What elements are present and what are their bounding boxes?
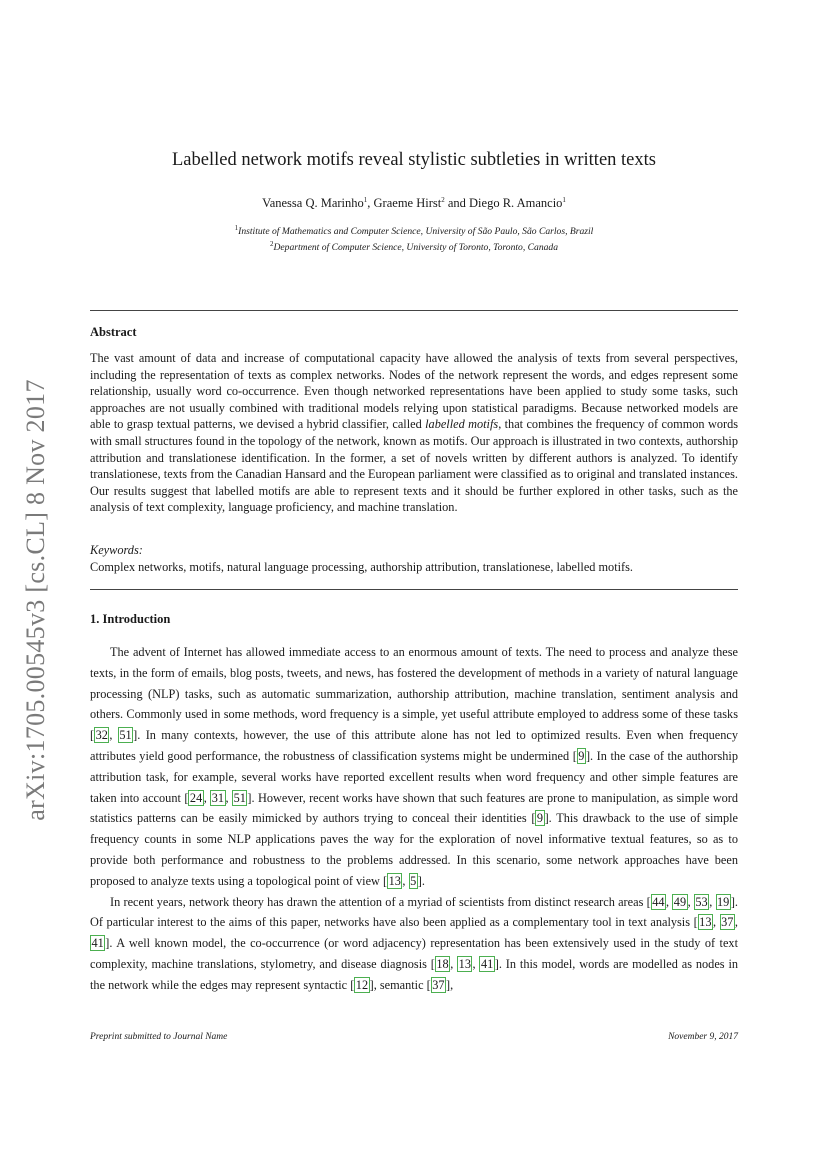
intro-text: ]. A well known model, the co-occurrence (or word adjacency) representation has been extensively used in the study of text complexity, machine translations, stylometry, and disease diagnosis [: [90, 936, 738, 971]
citation-link[interactable]: 13: [458, 956, 471, 971]
citation-link[interactable]: 41: [480, 956, 494, 971]
citation-link[interactable]: 9: [536, 811, 544, 826]
top-rule: [90, 310, 738, 311]
intro-text: ]. Of particular interest to the aims of this paper, networks have also been applied as a complementary tool in text analysis [: [90, 894, 738, 930]
affiliation-mark: 1: [363, 196, 368, 204]
footer-journal: Preprint submitted to Journal Name: [90, 1032, 228, 1042]
author-name: Vanessa Q. Marinho: [262, 196, 364, 211]
keywords-text: Complex networks, motifs, natural language processing, authorship attribution, translationese, labelled motifs.: [90, 560, 633, 574]
intro-text: ].: [417, 873, 425, 888]
author-name: Diego R. Amancio: [469, 196, 563, 211]
intro-text: ,: [225, 790, 233, 805]
abstract-text: [90, 350, 738, 516]
intro-text: In recent years, network theory has drawn the attention of a myriad of scientists from distinct research areas [: [110, 894, 651, 909]
intro-text: ]. This drawback to the use of simple frequency counts in some NLP applications paves the way for the exploration of novel informative textual features, so as to provide both performance and robustness to the problems addressed. In this scenario, some network approaches have been proposed to analyze texts using a topological point of view [: [90, 811, 738, 888]
affiliation-mark: 2: [269, 240, 274, 249]
abstract-heading: Abstract: [90, 325, 137, 339]
abstract-text-part: , that combines the frequency of common words with small structures found in the topology of the network, known as motifs. Our approach is illustrated in two contexts, authorship attribution and translationese identification. In the former, a set of novels written by different authors is analyzed. To identify translationese, texts from the Canadian Hansard and the European parliament were classified as to original and translated instances. Our results suggest that labelled motifs are able to represent texts and it should be further explored in other tasks, such as the analysis of text complexity, language proficiency, and machine translation.: [90, 417, 739, 515]
bottom-rule: [90, 589, 738, 590]
keywords-heading: Keywords:: [90, 543, 143, 557]
intro-text: ,: [109, 728, 118, 743]
section-heading: 1. Introduction: [90, 612, 171, 626]
intro-text: ,: [709, 894, 716, 909]
intro-paragraph: [90, 642, 738, 892]
citation-link[interactable]: 51: [233, 790, 246, 805]
affiliation-mark: 1: [234, 224, 239, 232]
author-separator: ,: [367, 196, 374, 211]
intro-text: ]. In the case of the authorship attribution task, for example, several works have reported excellent results when word frequency and other simple features are taken into account [: [90, 748, 738, 805]
intro-text: ,: [712, 915, 720, 930]
intro-text: ,: [734, 915, 738, 930]
citation-link[interactable]: 32: [95, 728, 108, 743]
citation-link[interactable]: 49: [673, 894, 687, 909]
citation-link[interactable]: 5: [410, 873, 417, 888]
author-name: Graeme Hirst: [373, 196, 442, 211]
citation-link[interactable]: 12: [355, 977, 369, 992]
citation-link[interactable]: 31: [211, 790, 225, 805]
citation-link[interactable]: 18: [436, 956, 449, 971]
affiliations: [90, 222, 738, 254]
citation-link[interactable]: 44: [652, 894, 665, 909]
intro-text: ]. However, recent works have shown that such features are prone to manipulation, as simple word statistics patterns can be easily mimicked by authors trying to conceal their identities [: [90, 790, 739, 826]
citation-link[interactable]: 19: [717, 894, 730, 909]
citation-link[interactable]: 51: [119, 728, 132, 743]
intro-paragraph: [90, 892, 738, 996]
arxiv-sidebar: [18, 365, 54, 835]
arxiv-identifier: arXiv:1705.00545v3 [cs.CL] 8 Nov 2017: [21, 379, 50, 821]
intro-text: ,: [665, 894, 673, 909]
citation-link[interactable]: 37: [721, 915, 734, 930]
citation-link[interactable]: 9: [578, 748, 585, 763]
affiliation-line: [90, 238, 738, 254]
citation-link[interactable]: 37: [432, 977, 445, 992]
affiliation-mark: 2: [441, 196, 445, 204]
intro-text: ,: [402, 873, 409, 888]
intro-text: ,: [203, 790, 211, 805]
abstract-emphasis: labelled motifs: [425, 417, 499, 432]
citation-link[interactable]: 24: [189, 790, 203, 805]
intro-text: ]. In many contexts, however, the use of this attribute alone has not led to optimized results. Even when frequency attributes yield good performance, the robustness of classification systems might be undermined [: [90, 728, 739, 763]
intro-text: ,: [450, 956, 458, 971]
intro-text: ]. In this model, words are modelled as nodes in the network while the edges may represent syntactic [: [90, 956, 739, 992]
affiliation-text: Department of Computer Science, University of Toronto, Toronto, Canada: [273, 242, 559, 254]
intro-text: ], semantic [: [369, 977, 431, 992]
citation-link[interactable]: 13: [699, 915, 712, 930]
intro-text: The advent of Internet has allowed immediate access to an enormous amount of texts. The need to process and analyze these texts, in the form of emails, blog posts, tweets, and news, has fostered the development of methods in a variety of natural language processing (NLP) tasks, such as automatic summarization, authorship attribution, machine translation, sentiment analysis and others. Commonly used in some methods, word frequency is a simple, yet useful attribute employed to address some of these tasks [: [90, 645, 738, 743]
citation-link[interactable]: 53: [695, 894, 708, 909]
affiliation-mark: 1: [562, 196, 566, 204]
footer-date: November 9, 2017: [668, 1032, 738, 1042]
intro-text: ],: [446, 977, 454, 992]
citation-link[interactable]: 41: [91, 936, 104, 951]
author-separator: and: [444, 196, 470, 211]
affiliation-line: [90, 222, 738, 238]
paper-title: Labelled network motifs reveal stylistic subtleties in written texts: [172, 150, 656, 170]
introduction-body: [90, 642, 738, 996]
affiliation-text: Institute of Mathematics and Computer Science, University of São Paulo, São Carlos, Brazil: [238, 226, 594, 238]
author-list: [90, 196, 738, 211]
intro-text: ,: [687, 894, 694, 909]
abstract-text-part: The vast amount of data and increase of computational capacity have allowed the analysis of texts from several perspectives, including the representation of texts as complex networks. Nodes of the network represent the words, and edges represent some relationship, usually word co-occurrence. Even though networked representations have been applied to study some tasks, such approaches are not usually combined with traditional models relying upon statistical paradigms. Because networked models are able to grasp textual patterns, we devised a hybrid classifier, called: [90, 351, 738, 432]
intro-text: ,: [472, 956, 480, 971]
citation-link[interactable]: 13: [388, 873, 401, 888]
